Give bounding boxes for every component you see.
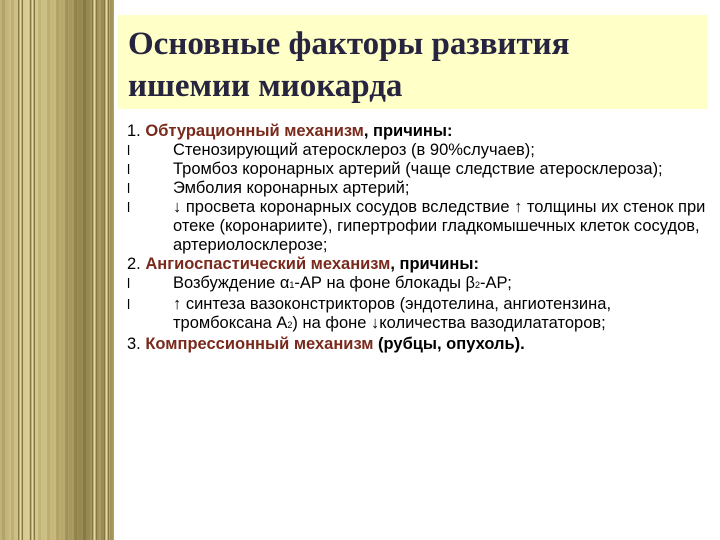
slide-title: Основные факторы развития ишемии миокарда	[128, 26, 570, 104]
bullet-icon: l	[127, 296, 131, 312]
gold-pillar-3	[92, 0, 97, 540]
alpha-symbol: α	[279, 274, 290, 292]
beta-symbol: β	[465, 274, 476, 292]
section-number: 3.	[127, 335, 141, 353]
bullet-icon: l	[127, 161, 131, 177]
section-suffix: , причины:	[363, 122, 453, 140]
list-item-text: Возбуждение α1-АР на фоне блокады β2-АР;	[173, 274, 512, 292]
title-box	[118, 15, 708, 109]
bullet-icon: l	[127, 199, 131, 215]
list-item	[127, 198, 707, 255]
list-item	[127, 160, 707, 179]
list-item-text: ↓ просвета коронарных сосудов вследствие ↑ толщины их стенок при отеке (коронариите), гипертрофии гладкомышечных клеток сосудов, артериолосклерозе;	[173, 198, 706, 254]
list-item	[127, 274, 707, 295]
section-number: 1.	[127, 122, 141, 140]
list-item	[127, 179, 707, 198]
section-2-header	[127, 255, 707, 274]
section-number: 2.	[127, 255, 141, 273]
section-heading: Компрессионный механизм	[145, 335, 374, 353]
list-item-text: Эмболия коронарных артерий;	[173, 179, 410, 197]
gold-pillar-1	[18, 0, 23, 540]
section-suffix: , причины:	[390, 255, 479, 273]
section-3-header	[127, 335, 707, 354]
bullet-icon: l	[127, 275, 131, 291]
section-heading: Обтурационный механизм	[145, 122, 364, 140]
list-item	[127, 141, 707, 160]
list-item-text: ↑ синтеза вазоконстрикторов (эндотелина, ангиотензина, тромбоксана А2) на фоне ↓количества вазодилататоров;	[173, 295, 612, 332]
list-item-text: Стенозирующий атеросклероз (в 90%случаев);	[173, 141, 535, 159]
section-suffix: (рубцы, опухоль).	[373, 335, 525, 353]
slide-content	[127, 122, 707, 354]
gold-pillar-4	[104, 0, 109, 540]
gold-pillar-2	[30, 0, 35, 540]
section-1-header	[127, 122, 707, 141]
section-heading: Ангиоспастический механизм	[145, 255, 391, 273]
list-item-text: Тромбоз коронарных артерий (чаще следствие атеросклероза);	[173, 160, 663, 178]
bullet-icon: l	[127, 142, 131, 158]
list-item	[127, 295, 707, 335]
bullet-icon: l	[127, 180, 131, 196]
decorative-left-panel	[0, 0, 114, 540]
